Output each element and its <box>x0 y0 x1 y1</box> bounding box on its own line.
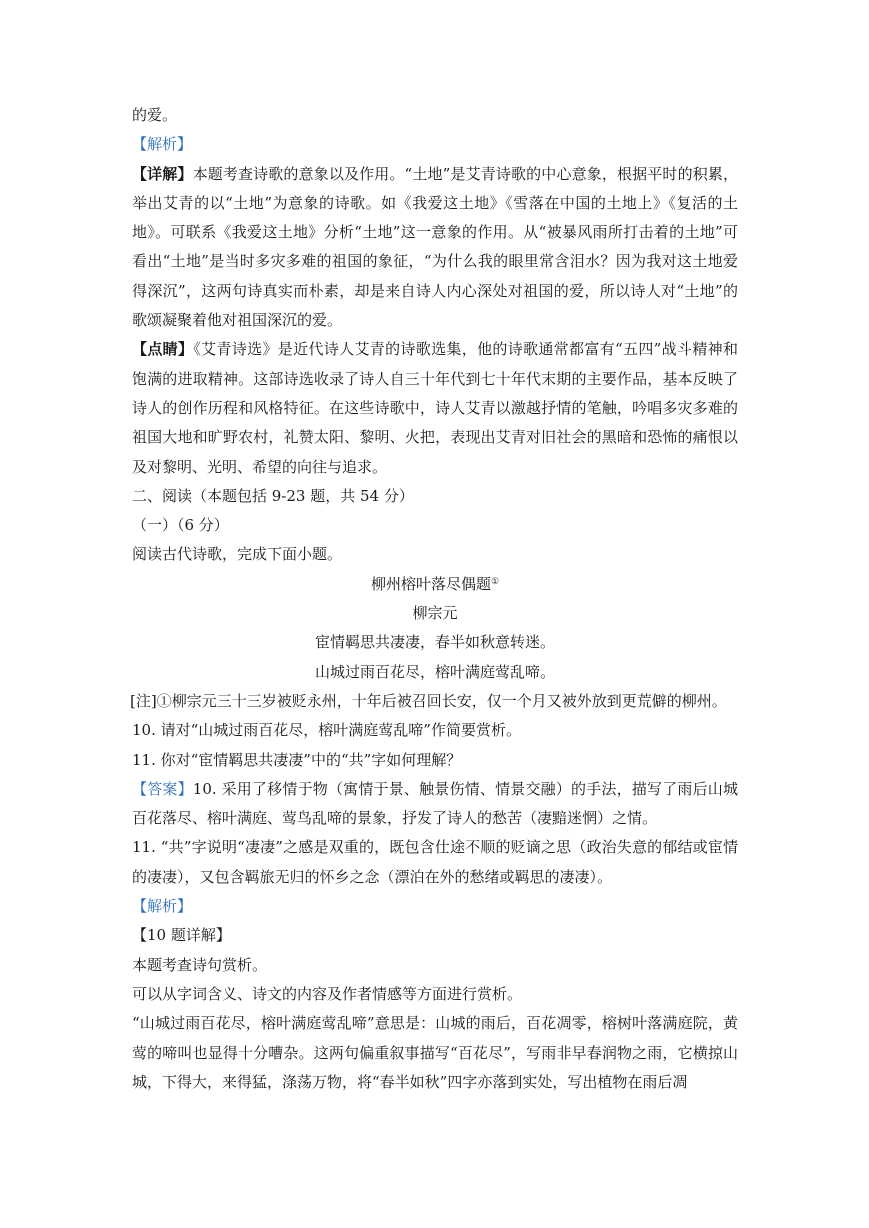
poem-title <box>132 570 738 599</box>
page-content <box>132 101 738 1097</box>
highlight-paragraph <box>132 335 738 481</box>
detail-line-3: “山城过雨百花尽，榕叶满庭莺乱啼”意思是：山城的雨后，百花凋零，榕树叶落满庭院，黄莺的啼叫也显得十分嘈杂。这两句偏重叙事描写“百花尽”，写雨非早春润物之雨，它横掠山城，下得大，来得猛，涤荡万物，将“春半如秋”四字亦落到实处，写出植物在雨后凋 <box>132 1014 738 1091</box>
highlight-text: 《艾青诗选》是近代诗人艾青的诗歌选集，他的诗歌通常都富有“五四”战斗精神和饱满的进取精神。这部诗选收录了诗人自三十年代到七十年代末期的主要作品，基本反映了诗人的创作历程和风格特征。在这些诗歌中，诗人艾青以激越抒情的笔触，吟唱多灾多难的祖国大地和旷野农村，礼赞太阳、黎明、火把，表现出艾青对旧社会的黑暗和恐怖的痛恨以及对黎明、光明、希望的向往与追求。 <box>132 340 738 476</box>
poem-author: 柳宗元 <box>412 604 458 623</box>
analysis-tag: 【解析】 <box>132 135 193 154</box>
poem-title-text: 柳州榕叶落尽偶题 <box>370 574 491 593</box>
analysis-tag-2: 【解析】 <box>132 897 193 916</box>
instruction-text: 阅读古代诗歌，完成下面小题。 <box>132 545 343 564</box>
answer-tag: 【答案】 <box>132 779 193 798</box>
question-11: 11. 你对“宦情羁思共凄凄”中的“共”字如何理解？ <box>132 750 462 769</box>
subsection-heading: （一）（6 分） <box>132 516 229 535</box>
footnote: [注]①柳宗元三十三岁被贬永州，十年后被召回长安，仅一个月又被外放到更荒僻的柳州。 <box>130 691 727 710</box>
detail-line-1: 本题考查诗句赏析。 <box>132 955 268 974</box>
answer-11-text: 11. “共”字说明“凄凄”之感是双重的，既包含仕途不顺的贬谪之思（政治失意的郁结或宦情的凄凄），又包含羁旅无归的怀乡之念（漂泊在外的愁绪或羁思的凄凄）。 <box>132 838 738 886</box>
footnote-marker: ① <box>490 576 500 587</box>
detail-text: 本题考查诗歌的意象以及作用。“土地”是艾青诗歌的中心意象，根据平时的积累，举出艾青的以“土地”为意象的诗歌。如《我爱这土地》《雪落在中国的土地上》《复活的土地》。可联系《我爱这土地》分析“土地”这一意象的作用。从“被暴风雨所打击着的土地”可看出“土地”是当时多灾多难的祖国的象征，“为什么我的眼里常含泪水？因为我对这土地爱得深沉”，这两句诗真实而朴素，却是来自诗人内心深处对祖国的爱，所以诗人对“土地”的歌颂凝聚着他对祖国深沉的爱。 <box>132 164 738 330</box>
poem-line-1: 宦情羁思共凄凄，春半如秋意转迷。 <box>314 633 555 652</box>
section-heading: 二、阅读（本题包括 9-23 题，共 54 分） <box>132 486 414 505</box>
detail-tag: 【详解】 <box>132 164 193 183</box>
detail-line-2: 可以从字词含义、诗文的内容及作者情感等方面进行赏析。 <box>132 984 523 1003</box>
highlight-tag: 【点睛】 <box>132 340 194 359</box>
paragraph-ending: 的爱。 <box>132 106 178 124</box>
detail-paragraph <box>132 160 738 336</box>
q10-detail-tag: 【10 题详解】 <box>132 926 231 945</box>
question-10: 10. 请对“山城过雨百花尽，榕叶满庭莺乱啼”作简要赏析。 <box>132 721 521 740</box>
poem-line-2: 山城过雨百花尽，榕叶满庭莺乱啼。 <box>314 662 555 681</box>
answer-10-paragraph <box>132 775 738 834</box>
answer-10-text: 10. 采用了移情于物（寓情于景、触景伤情、情景交融）的手法，描写了雨后山城百花落尽、榕叶满庭、莺鸟乱啼的景象，抒发了诗人的愁苦（凄黯迷惘）之情。 <box>132 779 738 828</box>
